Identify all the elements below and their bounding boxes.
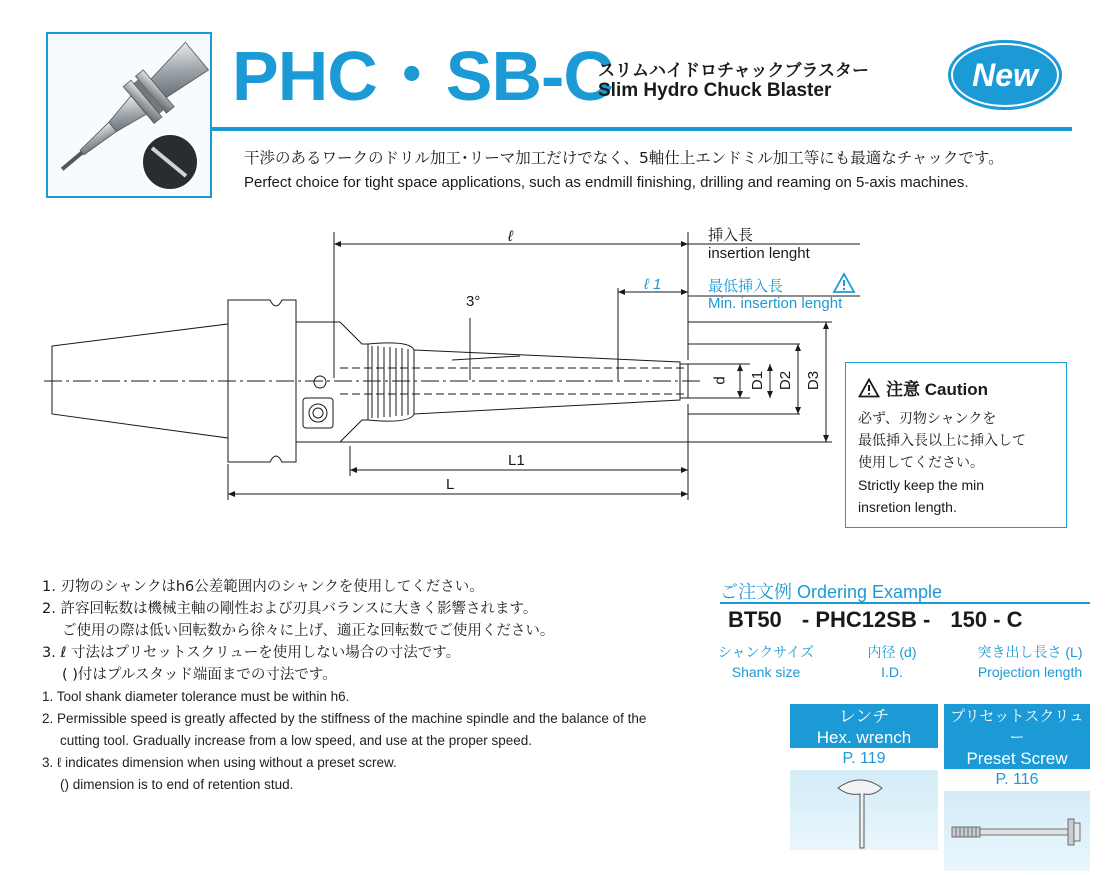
hex-wrench-image — [790, 770, 938, 850]
min-insertion-jp: 最低挿入長 — [708, 278, 784, 295]
note-jp-2b: ご使用の際は低い回転数から徐々に上げ、適正な回転数でご使用ください。 — [62, 623, 555, 639]
description-japanese: 干渉のあるワークのドリル加工･リーマ加工だけでなく、5軸仕上エンドミル加工等にも最適なチャックです。 — [244, 149, 1004, 167]
warning-icon — [858, 378, 880, 398]
dim-L-label: L — [446, 476, 455, 493]
insertion-en: insertion lenght — [708, 245, 810, 262]
dim-l1-label: ℓ 1 — [644, 276, 662, 293]
ordering-code — [728, 607, 1023, 633]
subtitle-english: Slim Hydro Chuck Blaster — [598, 80, 832, 101]
product-photo — [46, 32, 212, 198]
caution-jp-line1: 必ず、刃物シャンクを — [858, 411, 997, 427]
projection-en: Projection length — [977, 664, 1083, 680]
note-jp-2: 2. 許容回転数は機械主軸の剛性および刃具バランスに大きく影響されます。 — [42, 601, 538, 617]
new-badge: New — [948, 40, 1062, 110]
code-length: 150 - C — [950, 607, 1023, 632]
hex-wrench-icon — [790, 770, 938, 850]
caution-en-line1: Strictly keep the min — [858, 477, 985, 493]
preset-screw-icon — [944, 791, 1090, 871]
caution-jp-line2: 最低挿入長以上に挿入して — [858, 433, 1026, 449]
hex-wrench-jp: レンチ — [838, 707, 890, 726]
ordering-title: ご注文例 Ordering Example — [720, 582, 943, 602]
ordering-divider — [720, 602, 1090, 604]
id-jp: 内径 (d) — [867, 644, 917, 660]
dim-d3-label: D3 — [805, 370, 823, 391]
note-jp-1: 1. 刃物のシャンクはh6公差範囲内のシャンクを使用してください。 — [42, 579, 484, 595]
caution-title: 注意 Caution — [886, 380, 988, 399]
projection-jp: 突き出し長さ (L) — [977, 644, 1083, 660]
warning-triangle-icon — [832, 272, 856, 294]
product-title: PHC・SB-C — [232, 37, 613, 115]
chuck-photo-illustration — [48, 34, 209, 195]
header-divider — [212, 127, 1072, 131]
hex-wrench-en: Hex. wrench — [816, 728, 912, 747]
id-en: I.D. — [881, 664, 903, 680]
insertion-jp: 挿入長 — [708, 227, 754, 244]
min-insertion-en: Min. insertion lenght — [708, 295, 843, 312]
preset-screw-header — [944, 704, 1090, 769]
shank-size-en: Shank size — [731, 664, 801, 680]
note-en-1: 1. Tool shank diameter tolerance must be within h6. — [42, 689, 350, 704]
hex-wrench-card[interactable] — [790, 704, 938, 850]
code-model: - PHC12SB - — [801, 607, 931, 632]
notes-section — [42, 576, 682, 796]
preset-screw-image — [944, 791, 1090, 871]
preset-screw-page[interactable]: P. 116 — [995, 771, 1039, 788]
caution-box — [845, 362, 1067, 528]
note-en-2b: cutting tool. Gradually increase from a low speed, and use at the proper speed. — [60, 733, 533, 748]
dim-d2-label: D2 — [777, 370, 795, 391]
dim-d-label: d — [711, 376, 729, 385]
note-en-3: 3. ℓ indicates dimension when using without a preset screw. — [42, 755, 397, 770]
code-shank: BT50 — [728, 607, 782, 632]
preset-screw-en: Preset Screw — [966, 749, 1068, 768]
hex-wrench-page[interactable]: P. 119 — [842, 750, 886, 767]
preset-screw-card[interactable] — [944, 704, 1090, 871]
preset-screw-jp: プリセットスクリュー — [950, 708, 1084, 746]
dim-d1-label: D1 — [749, 370, 767, 391]
note-en-3b: () dimension is to end of retention stud. — [60, 777, 294, 792]
caution-jp-line3: 使用してください。 — [858, 455, 984, 471]
note-jp-3b: ( )付はプルスタッド端面までの寸法です。 — [62, 667, 337, 683]
note-en-2: 2. Permissible speed is greatly affected by the stiffness of the machine spindle and the balance of the — [42, 711, 647, 726]
shank-size-jp: シャンクサイズ — [717, 644, 815, 660]
dim-L1-label: L1 — [508, 452, 525, 469]
caution-en-line2: insretion length. — [858, 499, 957, 515]
note-jp-3: 3. ℓ 寸法はプリセットスクリューを使用しない場合の寸法です。 — [42, 645, 461, 661]
dim-l-label: ℓ — [508, 228, 513, 245]
description-english: Perfect choice for tight space applications, such as endmill finishing, drilling and reaming on 5-axis machines. — [244, 174, 969, 191]
angle-label: 3° — [466, 293, 481, 310]
hex-wrench-header — [790, 704, 938, 748]
subtitle-japanese: スリムハイドロチャックブラスター — [598, 61, 869, 81]
